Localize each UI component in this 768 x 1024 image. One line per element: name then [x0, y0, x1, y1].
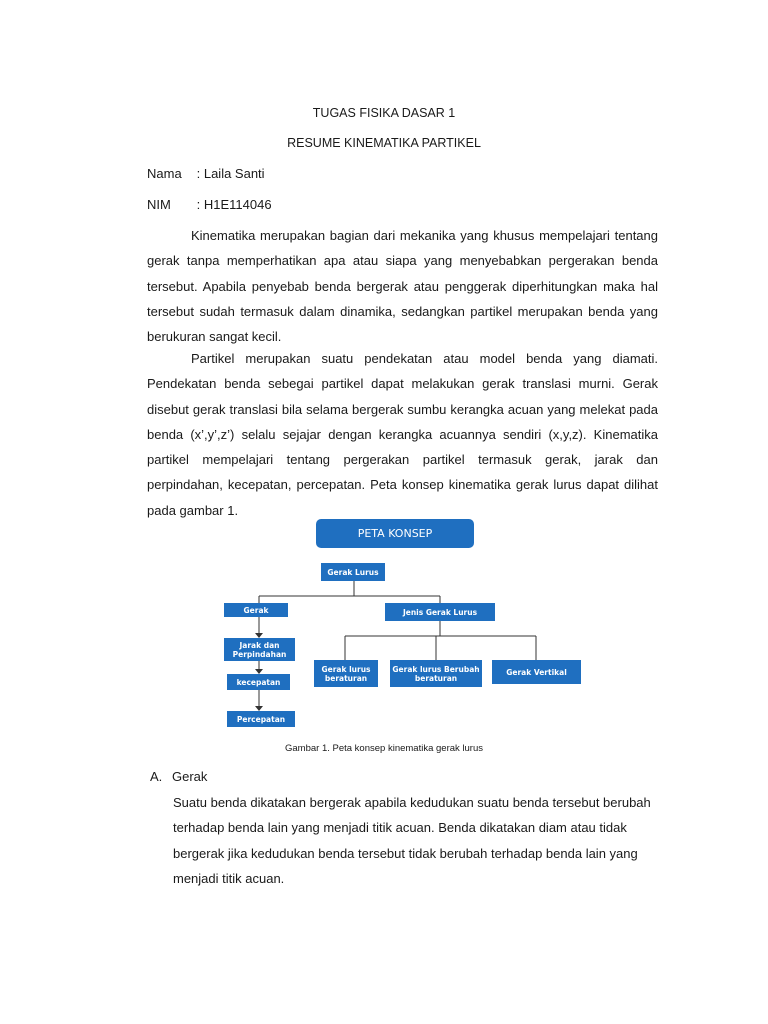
section-a-title: Gerak [172, 769, 208, 784]
name-value: : Laila Santi [196, 166, 265, 181]
node-gerak: Gerak [224, 603, 288, 617]
name-label: Nama [147, 166, 182, 181]
section-a-heading [150, 769, 207, 784]
paragraph-partikel: Partikel merupakan suatu pendekatan atau model benda yang diamati. Pendekatan benda sebegai partikel dapat melakukan gerak translasi murni. Gerak disebut gerak translasi bila selama bergerak sumbu kerangka acuan yang melekat pada benda (x’,y’,z’) selalu sejajar dengan kerangka acuannya sendiri (x,y,z). Kinematika partikel mempelajari tentang pergerakan partikel termasuk gerak, jarak dan perpindahan, kecepatan, percepatan. Peta konsep kinematika gerak lurus dapat dilihat pada gambar 1. [147, 351, 658, 518]
node-percepatan: Percepatan [227, 711, 295, 727]
node-jarak-perpindahan: Jarak dan Perpindahan [224, 638, 295, 661]
figure-caption: Gambar 1. Peta konsep kinematika gerak lurus [284, 743, 483, 754]
document-subtitle: RESUME KINEMATIKA PARTIKEL [287, 136, 481, 150]
paragraph-kinematika: Kinematika merupakan bagian dari mekanika yang khusus mempelajari tentang gerak tanpa memperhatikan apa atau siapa yang menyebabkan pergerakan benda tersebut. Apabila penyebab benda bergerak atau penggerak diperhitungkan maka hal tersebut sudah termasuk dalam dinamika, sedangkan partikel merupakan benda yang berukuran sangat kecil. [147, 228, 658, 345]
node-kecepatan: kecepatan [227, 674, 290, 690]
document-title: TUGAS FISIKA DASAR 1 [312, 106, 456, 120]
nim-value: : H1E114046 [196, 197, 272, 212]
name-row [147, 166, 265, 181]
node-gerak-vertikal: Gerak Vertikal [492, 660, 581, 684]
node-gerak-lurus: Gerak Lurus [321, 563, 385, 581]
section-a-letter: A. [150, 769, 163, 784]
node-glb: Gerak lurus beraturan [314, 660, 378, 687]
node-glbb: Gerak lurus Berubah beraturan [390, 660, 482, 687]
concept-map-banner: PETA KONSEP [316, 519, 474, 548]
node-jenis-gerak-lurus: Jenis Gerak Lurus [385, 603, 495, 621]
section-a-text: Suatu benda dikatakan bergerak apabila kedudukan suatu benda tersebut berubah terhadap benda lain yang menjadi titik acuan. Benda dikatakan diam atau tidak bergerak jika kedudukan benda tersebut tidak berubah terhadap benda lain yang menjadi titik acuan. [173, 795, 651, 886]
nim-row [147, 197, 272, 212]
nim-label: NIM [147, 197, 171, 212]
